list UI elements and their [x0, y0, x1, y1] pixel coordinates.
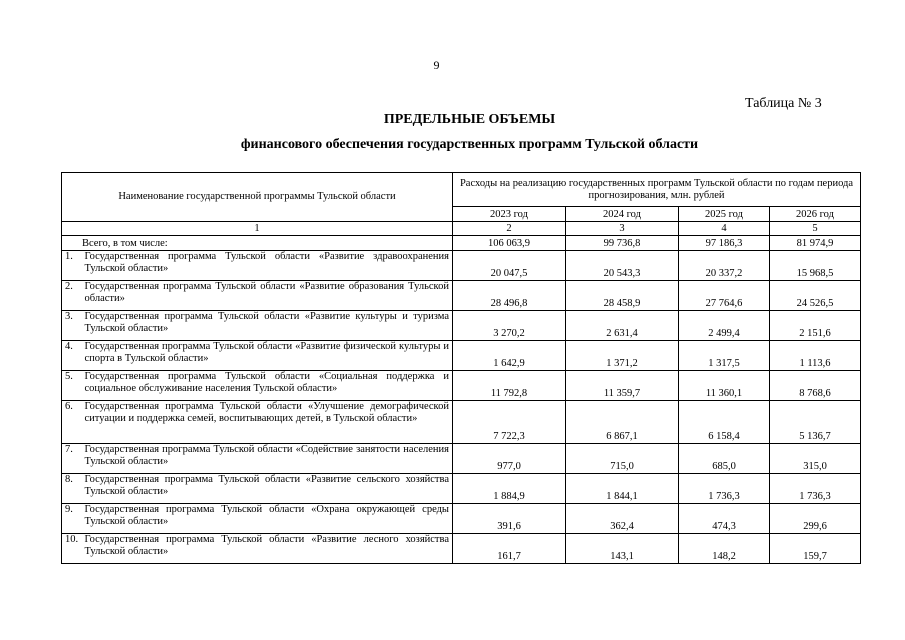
program-name: Государственная программа Тульской области «Развитие культуры и туризма Тульской области» — [82, 311, 453, 341]
value-cell: 159,7 — [770, 534, 861, 564]
column-number: 3 — [566, 222, 679, 236]
table-row — [62, 251, 861, 281]
value-cell: 1 113,6 — [770, 341, 861, 371]
value-cell: 1 736,3 — [770, 474, 861, 504]
value-cell: 1 371,2 — [566, 341, 679, 371]
program-name: Государственная программа Тульской области «Развитие лесного хозяйства Тульской области» — [82, 534, 453, 564]
row-number: 10. — [62, 534, 82, 564]
value-cell: 11 359,7 — [566, 371, 679, 401]
value-cell: 474,3 — [679, 504, 770, 534]
header-year: 2023 год — [453, 207, 566, 222]
total-value: 99 736,8 — [566, 236, 679, 251]
value-cell: 2 151,6 — [770, 311, 861, 341]
row-number: 6. — [62, 401, 82, 444]
value-cell: 28 458,9 — [566, 281, 679, 311]
total-value: 81 974,9 — [770, 236, 861, 251]
program-name: Государственная программа Тульской области «Социальная поддержка и социальное обслуживание населения Тульской области» — [82, 371, 453, 401]
value-cell: 6 158,4 — [679, 401, 770, 444]
value-cell: 715,0 — [566, 444, 679, 474]
header-year: 2026 год — [770, 207, 861, 222]
value-cell: 2 499,4 — [679, 311, 770, 341]
column-number: 2 — [453, 222, 566, 236]
header-program-name: Наименование государственной программы Тульской области — [62, 173, 453, 222]
column-number: 4 — [679, 222, 770, 236]
program-name: Государственная программа Тульской области «Улучшение демографической ситуации и поддержка семей, воспитывающих детей, в Тульской области» — [82, 401, 453, 444]
total-value: 106 063,9 — [453, 236, 566, 251]
table-row — [62, 311, 861, 341]
value-cell: 391,6 — [453, 504, 566, 534]
program-name: Государственная программа Тульской области «Содействие занятости населения Тульской области» — [82, 444, 453, 474]
program-name: Государственная программа Тульской области «Развитие здравоохранения Тульской области» — [82, 251, 453, 281]
value-cell: 1 844,1 — [566, 474, 679, 504]
row-number: 8. — [62, 474, 82, 504]
value-cell: 28 496,8 — [453, 281, 566, 311]
value-cell: 1 317,5 — [679, 341, 770, 371]
value-cell: 148,2 — [679, 534, 770, 564]
total-row — [62, 236, 861, 251]
header-year: 2024 год — [566, 207, 679, 222]
value-cell: 315,0 — [770, 444, 861, 474]
value-cell: 1 884,9 — [453, 474, 566, 504]
document-title: ПРЕДЕЛЬНЫЕ ОБЪЕМЫ — [383, 112, 556, 127]
row-number: 2. — [62, 281, 82, 311]
column-number-row — [62, 222, 861, 236]
value-cell: 20 047,5 — [453, 251, 566, 281]
table-row — [62, 401, 861, 444]
column-number: 5 — [770, 222, 861, 236]
value-cell: 11 792,8 — [453, 371, 566, 401]
document-subtitle: финансового обеспечения государственных программ Тульской области — [240, 137, 699, 152]
program-name: Государственная программа Тульской области «Развитие сельского хозяйства Тульской области» — [82, 474, 453, 504]
value-cell: 299,6 — [770, 504, 861, 534]
column-number: 1 — [62, 222, 453, 236]
value-cell: 5 136,7 — [770, 401, 861, 444]
header-year: 2025 год — [679, 207, 770, 222]
table-row — [62, 474, 861, 504]
program-name: Государственная программа Тульской области «Развитие физической культуры и спорта в Тульской области» — [82, 341, 453, 371]
value-cell: 685,0 — [679, 444, 770, 474]
value-cell: 8 768,6 — [770, 371, 861, 401]
value-cell: 2 631,4 — [566, 311, 679, 341]
page-number: 9 — [433, 58, 440, 72]
value-cell: 27 764,6 — [679, 281, 770, 311]
value-cell: 161,7 — [453, 534, 566, 564]
table-row — [62, 341, 861, 371]
total-value: 97 186,3 — [679, 236, 770, 251]
value-cell: 1 736,3 — [679, 474, 770, 504]
value-cell: 7 722,3 — [453, 401, 566, 444]
program-name: Государственная программа Тульской области «Охрана окружающей среды Тульской области» — [82, 504, 453, 534]
value-cell: 362,4 — [566, 504, 679, 534]
row-number: 7. — [62, 444, 82, 474]
value-cell: 1 642,9 — [453, 341, 566, 371]
table-row — [62, 504, 861, 534]
value-cell: 6 867,1 — [566, 401, 679, 444]
row-number: 1. — [62, 251, 82, 281]
value-cell: 24 526,5 — [770, 281, 861, 311]
table-row — [62, 371, 861, 401]
row-number: 3. — [62, 311, 82, 341]
table-row — [62, 444, 861, 474]
program-name: Государственная программа Тульской области «Развитие образования Тульской области» — [82, 281, 453, 311]
value-cell: 11 360,1 — [679, 371, 770, 401]
value-cell: 977,0 — [453, 444, 566, 474]
value-cell: 3 270,2 — [453, 311, 566, 341]
value-cell: 15 968,5 — [770, 251, 861, 281]
row-number: 4. — [62, 341, 82, 371]
table-row — [62, 281, 861, 311]
row-number: 5. — [62, 371, 82, 401]
header-expenses: Расходы на реализацию государственных программ Тульской области по годам периода прогнозирования, млн. рублей — [453, 173, 861, 207]
value-cell: 20 543,3 — [566, 251, 679, 281]
row-number: 9. — [62, 504, 82, 534]
table-row — [62, 534, 861, 564]
value-cell: 20 337,2 — [679, 251, 770, 281]
value-cell: 143,1 — [566, 534, 679, 564]
limits-table — [61, 172, 861, 564]
table-label: Таблица № 3 — [745, 96, 822, 111]
total-label: Всего, в том числе: — [62, 236, 453, 251]
